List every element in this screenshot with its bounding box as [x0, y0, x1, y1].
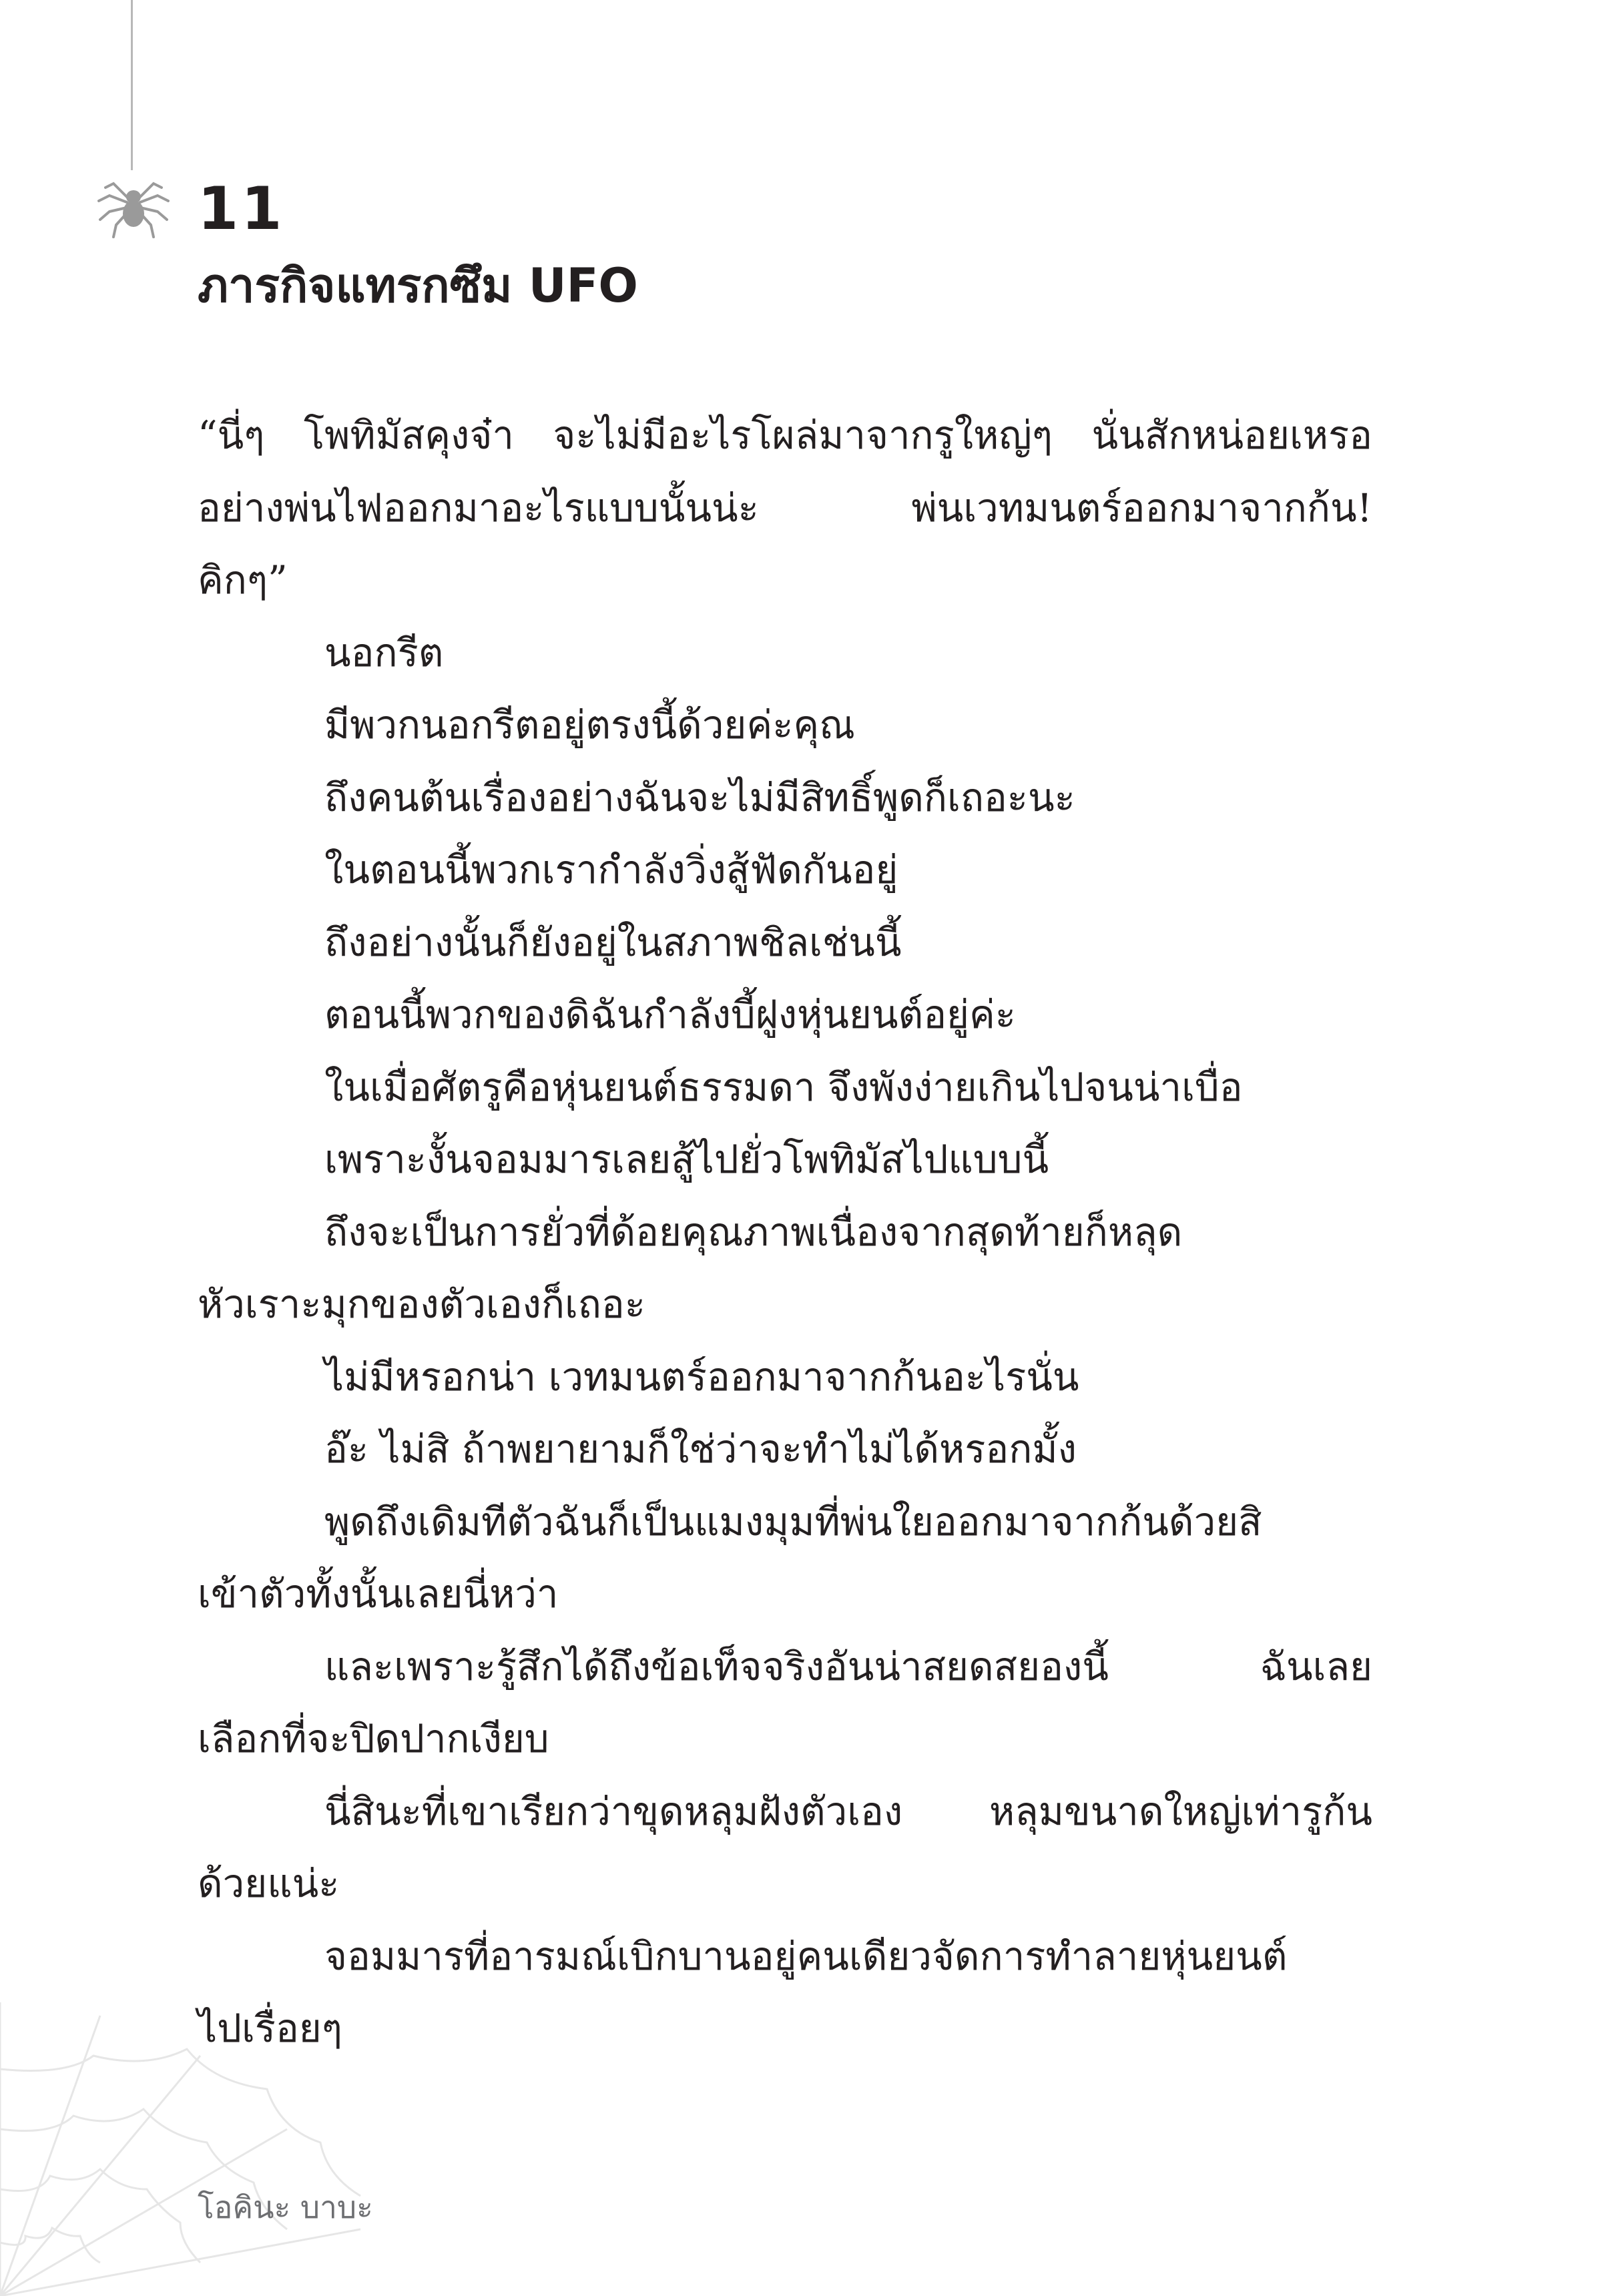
text-line: นี่สินะที่เขาเรียกว่าขุดหลุมฝังตัวเอง หลุมขนาดใหญ่เท่ารูก้น — [324, 1788, 1372, 1834]
text-line: เข้าตัวทั้งนั้นเลยนี่หว่า — [198, 1571, 559, 1617]
text-line: ในเมื่อศัตรูคือหุ่นยนต์ธรรมดา จึงพังง่ายเกินไปจนน่าเบื่อ — [324, 1064, 1243, 1110]
text-line: เพราะงั้นจอมมารเลยสู้ไปยั่วโพทิมัสไปแบบนี้ — [324, 1137, 1049, 1182]
page-footer-author: โอคินะ บาบะ — [198, 2189, 373, 2225]
text-line: และเพราะรู้สึกได้ถึงข้อเท็จจริงอันน่าสยดสยองนี้ ฉันเลย — [324, 1643, 1372, 1689]
spider-icon — [93, 164, 174, 244]
text-line: หัวเราะมุกของตัวเองก็เถอะ — [198, 1281, 645, 1327]
text-line: ในตอนนี้พวกเรากำลังวิ่งสู้ฟัดกันอยู่ — [324, 847, 898, 892]
text-line: ไม่มีหรอกน่า เวทมนตร์ออกมาจากก้นอะไรนั่น — [324, 1354, 1079, 1400]
chapter-number: 11 — [198, 174, 285, 243]
text-line: นอกรีต — [324, 629, 444, 675]
text-line: เลือกที่จะปิดปากเงียบ — [198, 1716, 549, 1761]
text-line: คิกๆ” — [198, 557, 288, 603]
text-line: อย่างพ่นไฟออกมาอะไรแบบนั้นน่ะ พ่นเวทมนตร์ออกมาจากก้น! — [198, 485, 1372, 531]
spider-thread — [131, 0, 133, 170]
text-line: จอมมารที่อารมณ์เบิกบานอยู่คนเดียวจัดการทำลายหุ่นยนต์ — [324, 1933, 1288, 1979]
text-line: มีพวกนอกรีตอยู่ตรงนี้ด้วยค่ะคุณ — [324, 702, 855, 748]
text-line: ถึงจะเป็นการยั่วที่ด้อยคุณภาพเนื่องจากสุดท้ายก็หลุด — [324, 1209, 1183, 1255]
cobweb-icon — [0, 1976, 374, 2296]
text-line: ถึงอย่างนั้นก็ยังอยู่ในสภาพชิลเช่นนี้ — [324, 919, 902, 965]
text-line: พูดถึงเดิมทีตัวฉันก็เป็นแมงมุมที่พ่นใยออกมาจากก้นด้วยสิ — [324, 1498, 1262, 1544]
chapter-body — [198, 399, 1372, 2065]
text-line: ไปเรื่อยๆ — [198, 2006, 342, 2051]
text-line: “นี่ๆ โพทิมัสคุงจ๋า จะไม่มีอะไรโผล่มาจากรูใหญ่ๆ นั่นสักหน่อยเหรอ — [198, 412, 1372, 458]
text-line: ด้วยแน่ะ — [198, 1861, 340, 1906]
text-line: ตอนนี้พวกของดิฉันกำลังบี้ฝูงหุ่นยนต์อยู่ค่ะ — [324, 992, 1016, 1037]
text-line: ถึงคนต้นเรื่องอย่างฉันจะไม่มีสิทธิ์พูดก็เถอะนะ — [324, 774, 1075, 820]
text-line: อ๊ะ ไม่สิ ถ้าพยายามก็ใช่ว่าจะทำไม่ได้หรอกมั้ง — [324, 1426, 1077, 1472]
chapter-title: ภารกิจแทรกซึม UFO — [198, 258, 638, 313]
